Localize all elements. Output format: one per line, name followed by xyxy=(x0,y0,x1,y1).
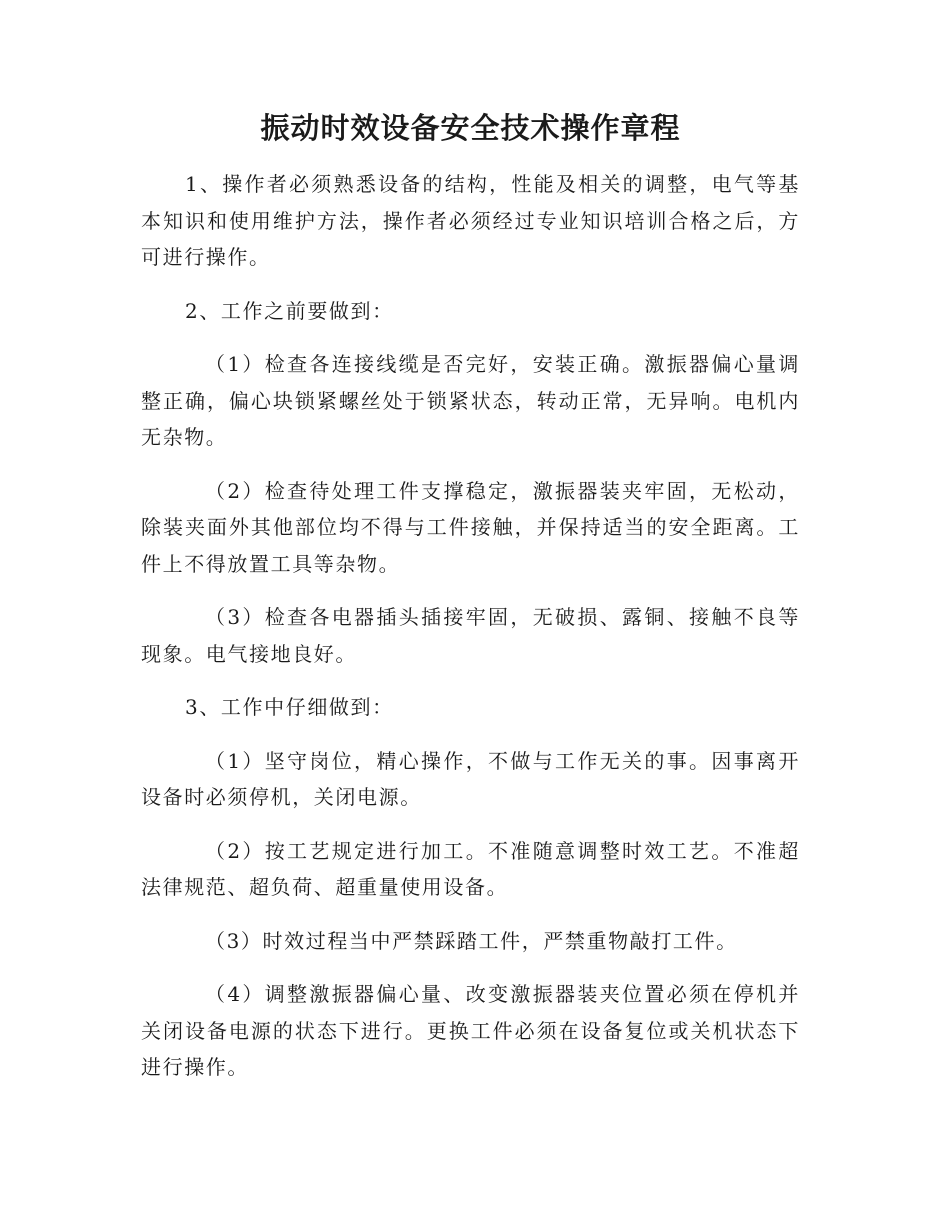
document-title: 振动时效设备安全技术操作章程 xyxy=(260,111,681,145)
paragraph-3-4: （4）调整激振器偏心量、改变激振器装夹位置必须在停机并关闭设备电源的状态下进行。更换工件必须在设备复位或关机状态下进行操作。 xyxy=(141,982,800,1079)
paragraph-3-1: （1）坚守岗位，精心操作，不做与工作无关的事。因事离开设备时必须停机，关闭电源。 xyxy=(141,748,800,809)
section-heading-2: 2、工作之前要做到： xyxy=(185,298,394,323)
paragraph-2-2: （2）检查待处理工件支撑稳定，激振器装夹牢固，无松动，除装夹面外其他部位均不得与工件接触，并保持适当的安全距离。工件上不得放置工具等杂物。 xyxy=(141,478,800,576)
paragraph-3-3: （3）时效过程当中严禁踩踏工件，严禁重物敲打工件。 xyxy=(205,928,738,953)
paragraph-3-2: （2）按工艺规定进行加工。不准随意调整时效工艺。不准超法律规范、超负荷、超重量使用设备。 xyxy=(141,838,800,899)
section-heading-3: 3、工作中仔细做到： xyxy=(185,695,394,719)
paragraph-2-3: （3）检查各电器插头插接牢固，无破损、露铜、接触不良等现象。电气接地良好。 xyxy=(141,605,800,666)
paragraph-1: 1、操作者必须熟悉设备的结构，性能及相关的调整，电气等基本知识和使用维护方法，操作者必须经过专业知识培训合格之后，方可进行操作。 xyxy=(141,172,800,269)
paragraph-2-1: （1）检查各连接线缆是否完好，安装正确。激振器偏心量调整正确，偏心块锁紧螺丝处于锁紧状态，转动正常，无异响。电机内无杂物。 xyxy=(141,352,800,449)
